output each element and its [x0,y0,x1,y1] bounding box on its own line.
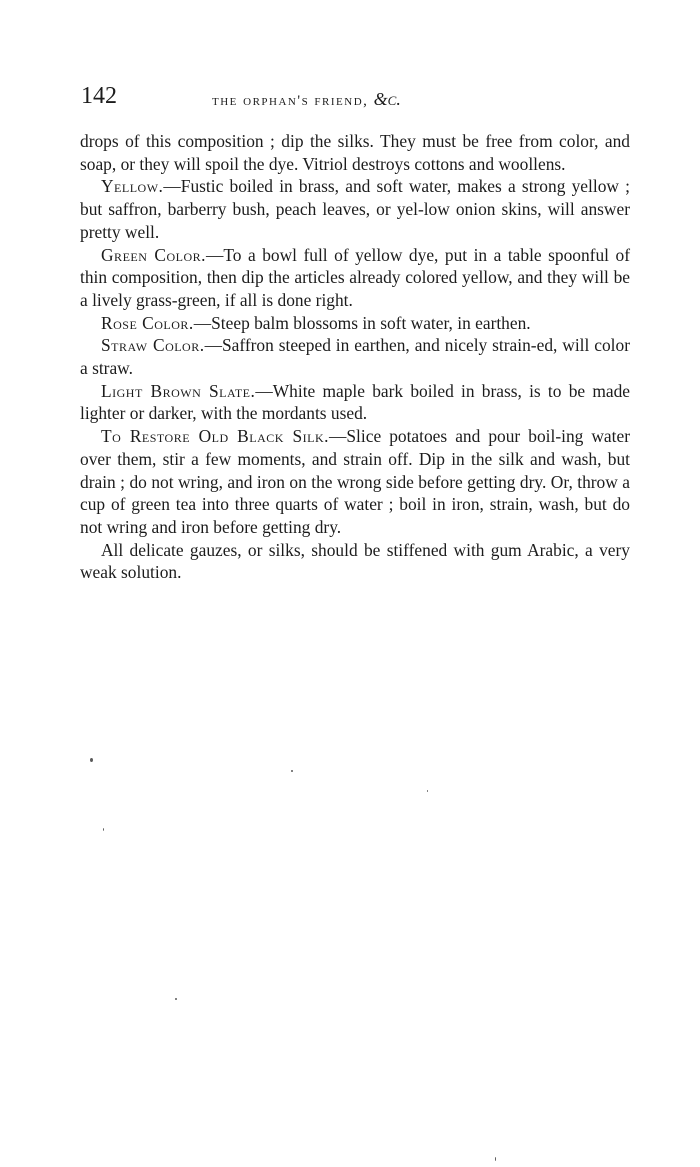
recipe-heading: Rose Color. [101,312,194,333]
ink-speck [495,1157,496,1161]
ink-speck [175,998,177,1000]
book-page [80,84,630,584]
running-head [80,84,630,114]
paragraph-text: drops of this composition ; dip the silks. They must be free from color, and soap, or they will spoil the dye. Vitriol destroys cottons and woollens. [80,131,630,174]
recipe-heading: To Restore Old Black Silk. [101,426,329,447]
recipe-heading: Light Brown Slate. [101,380,256,401]
recipe-heading: Straw Color. [101,335,205,356]
recipe-heading: Green Color. [101,244,206,265]
ink-speck [90,758,93,762]
paragraph-text: —White maple bark boiled in brass, is to be made lighter or darker, with the mordants used. [80,380,630,424]
body-text [80,130,630,584]
ink-speck [103,828,104,831]
paragraph-restore-black-silk [80,425,630,539]
paragraph-text: —Steep balm blossoms in soft water, in earthen. [193,312,531,333]
paragraph-rose-color [80,312,630,335]
paragraph-straw-color [80,334,630,379]
running-title [212,90,401,110]
paragraph-text: —Slice potatoes and pour boil-ing water over them, stir a few moments, and strain off. Dip in the silk and wash, but drain ; do not wring, and iron on the wrong side before getting dry. Or, throw a cup of green tea into three quarts of water ; boil in iron, strain, wash, but do not wring and iron before getting dry. [80,426,630,537]
ink-speck [291,770,293,772]
ink-speck [427,790,428,792]
paragraph-light-brown-slate [80,380,630,425]
running-title-etc: &c. [373,89,401,109]
paragraph-text: —Saffron steeped in earthen, and nicely strain-ed, will color a straw. [80,335,630,379]
paragraph-green-color [80,244,630,312]
recipe-heading: Yellow. [101,176,164,197]
running-title-text: the orphan's friend, [212,93,374,109]
paragraph-text: —To a bowl full of yellow dye, put in a table spoonful of thin composition, then dip the articles already colored yellow, and they will be a lively grass-green, if all is done right. [80,244,630,310]
paragraph-text: All delicate gauzes, or silks, should be stiffened with gum Arabic, a very weak solution. [80,539,630,583]
paragraph-continuation [80,130,630,175]
paragraph-text: —Fustic boiled in brass, and soft water, makes a strong yellow ; but saffron, barberry bush, peach leaves, or yel-low onion skins, will answer pretty well. [80,176,630,242]
paragraph-yellow [80,175,630,243]
page-number: 142 [81,83,117,109]
paragraph-delicate-gauzes [80,539,630,584]
